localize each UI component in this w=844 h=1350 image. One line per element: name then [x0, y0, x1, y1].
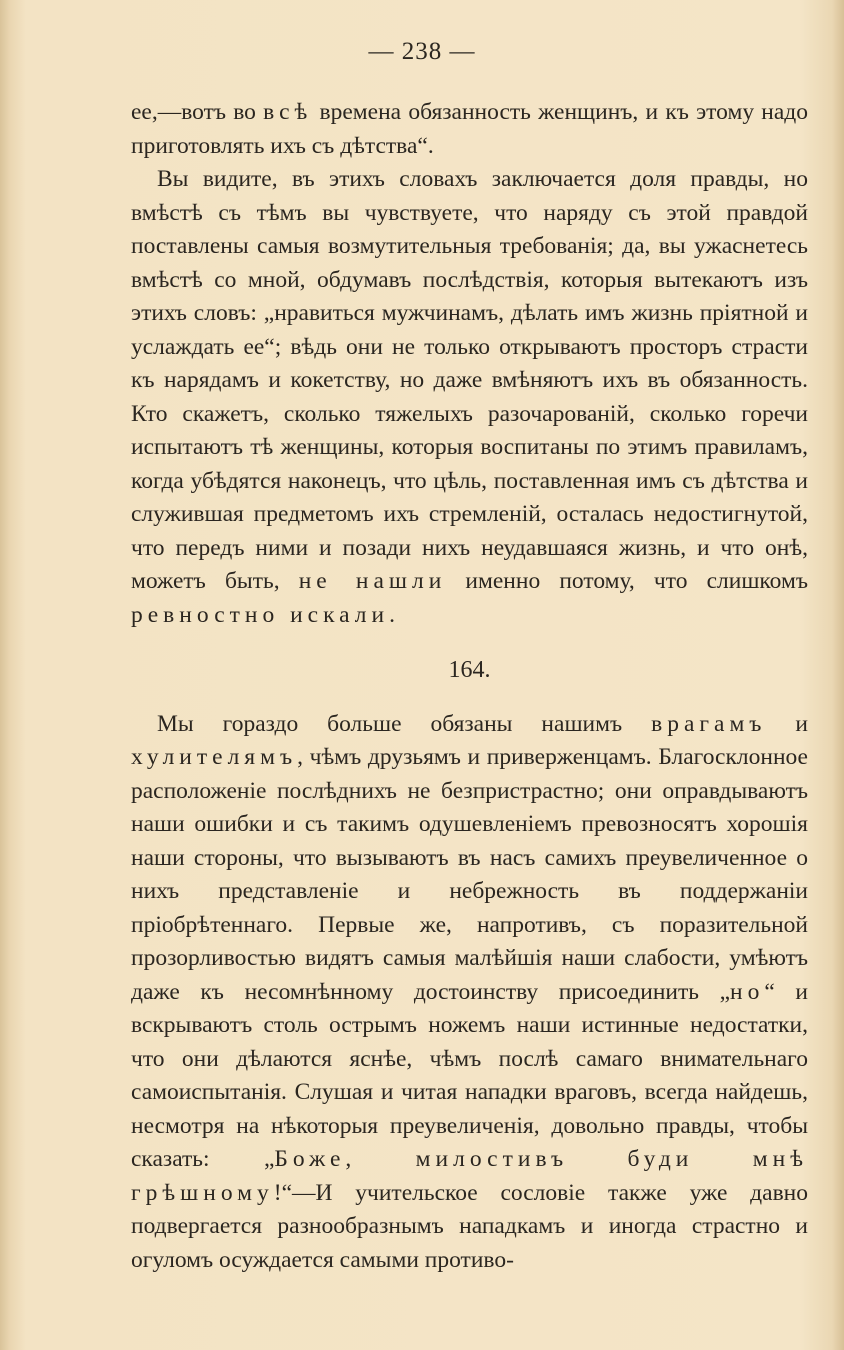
text-body	[131, 96, 808, 1277]
text-run: !“—И учительское сословіе также уже давно подвергается разнообразнымъ нападкамъ и иногда страстно и огуломъ осуждается самыми противо-	[131, 1179, 808, 1273]
paragraph	[131, 708, 808, 1278]
section-number	[131, 654, 808, 688]
text-run: времена обязанность женщинъ, и къ этому надо приготовлять ихъ съ дѣтства“.	[131, 99, 809, 159]
spaced-emphasis: не нашли	[298, 568, 447, 594]
spaced-emphasis: хулителямъ	[131, 744, 298, 770]
page-number: — 238 —	[368, 38, 476, 65]
spaced-emphasis: врагамъ	[651, 710, 767, 737]
spaced-emphasis: ревностно искали	[131, 601, 390, 628]
paragraph	[131, 96, 808, 163]
text-run: Мы гораздо больше обязаны нашимъ	[157, 710, 652, 737]
text-run: ее,—вотъ во	[131, 99, 264, 125]
text-run: “ и вскрываютъ столь острымъ ножемъ наши истинные недостатки, что они дѣлаются яснѣе, чѣмъ послѣ самаго внимательнаго самоиспытанія. Слушая и читая нападки враговъ, всегда найдешь, несмотря на нѣкоторыя преувеличенія, довольно правды, чтобы сказать: „	[131, 978, 809, 1172]
text-run: и	[766, 710, 809, 737]
text-run: .	[389, 601, 395, 628]
text-run: 164.	[448, 657, 491, 683]
text-run: , чѣмъ друзьямъ и приверженцамъ. Благосклонное расположеніе послѣднихъ не безпристрастно; они оправдываютъ наши ошибки и съ такимъ одушевленіемъ превозносятъ хорошія наши стороны, что вызываютъ въ насъ самихъ преувеличенное о нихъ представленіе и небрежность въ поддержаніи пріобрѣтеннаго. Первые же, напротивъ, съ поразительной прозорливостью видятъ самыя малѣйшія наши слабости, умѣютъ даже къ несомнѣнному достоинству присоединить „	[131, 744, 808, 1005]
spaced-emphasis: всѣ	[263, 99, 313, 125]
text-run: именно потому, что слишкомъ	[446, 568, 808, 594]
spaced-emphasis: но	[730, 978, 765, 1005]
spaced-emphasis: Боже, милостивъ буди мнѣ грѣшному	[131, 1146, 808, 1206]
paragraph	[131, 163, 808, 632]
text-run: Вы видите, въ этихъ словахъ заключается доля правды, но вмѣстѣ съ тѣмъ вы чувствуете, что наряду съ этой правдой поставлены самыя возмутительныя требованія; да, вы ужаснетесь вмѣстѣ со мной, обдумавъ послѣдствія, которыя вытекаютъ изъ этихъ словъ: „нравиться мужчинамъ, дѣлать имъ жизнь пріятной и услаждать ее“; вѣдь они не только открываютъ просторъ страсти къ нарядамъ и кокетству, но даже вмѣняютъ ихъ въ обязанность. Кто скажетъ, сколько тяжелыхъ разочарованій, сколько горечи испытаютъ тѣ женщины, которыя воспитаны по этимъ правиламъ, когда убѣдятся наконецъ, что цѣль, поставленная имъ съ дѣтства и служившая предметомъ ихъ стремленій, осталась недостигнутой, что передъ ними и позади нихъ неудавшаяся жизнь, и что онѣ, можетъ быть,	[131, 166, 808, 594]
